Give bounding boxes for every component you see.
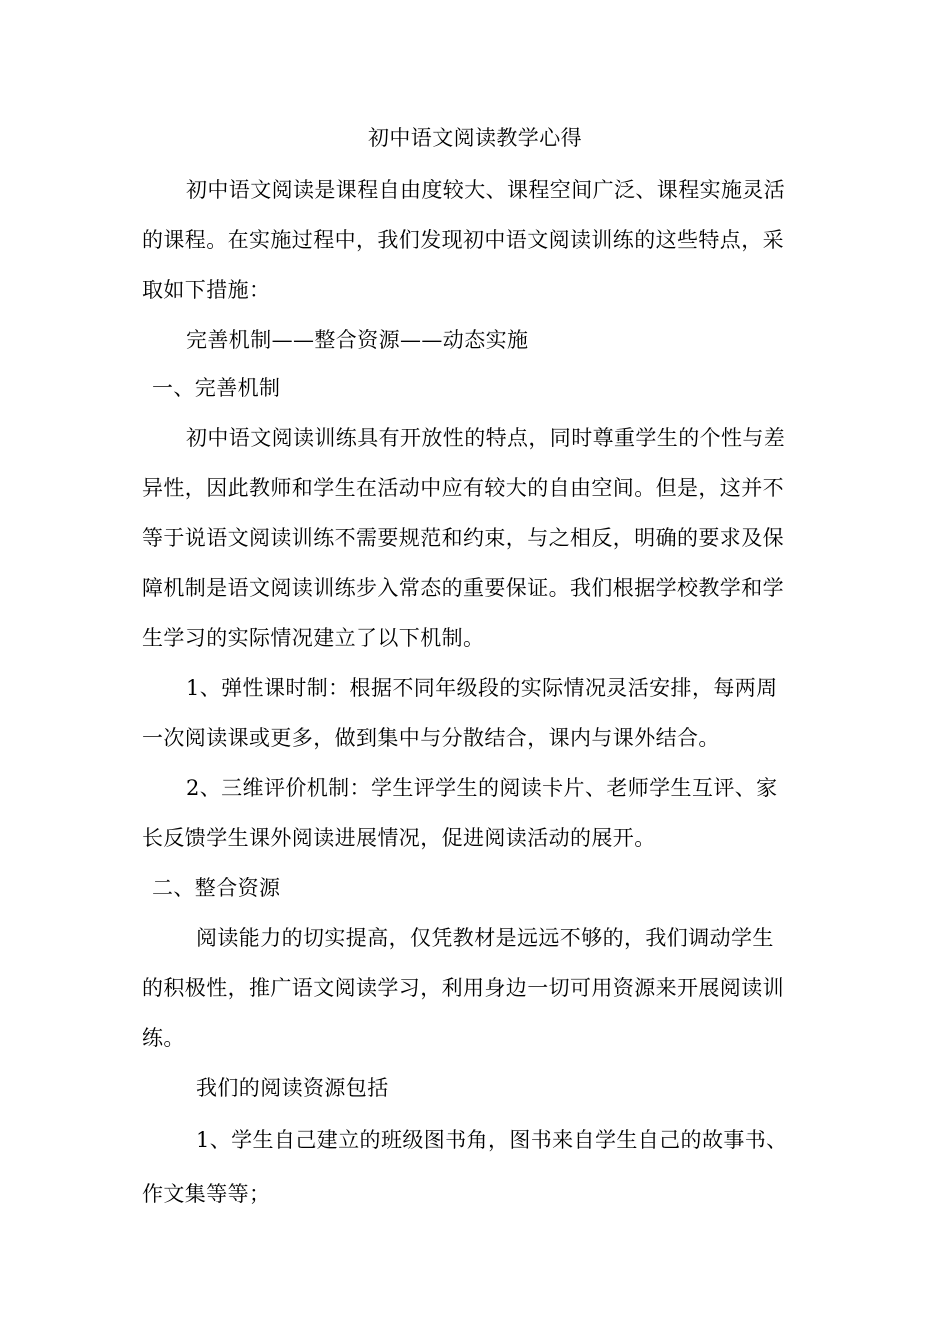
- paragraph-line: 的课程。在实施过程中，我们发现初中语文阅读训练的这些特点，采: [142, 228, 784, 252]
- paragraph-line: 异性，因此教师和学生在活动中应有较大的自由空间。但是，这并不: [142, 476, 784, 500]
- paragraph-line: 初中语文阅读是课程自由度较大、课程空间广泛、课程实施灵活: [186, 178, 786, 202]
- list-item-line: 作文集等等；: [142, 1182, 271, 1206]
- summary-line: 完善机制——整合资源——动态实施: [186, 328, 529, 352]
- paragraph-line: 我们的阅读资源包括: [196, 1076, 389, 1100]
- section-heading: 一、完善机制: [152, 376, 281, 400]
- list-item-line: 长反馈学生课外阅读进展情况，促进阅读活动的展开。: [142, 826, 656, 850]
- document-title: 初中语文阅读教学心得: [368, 126, 582, 150]
- paragraph-line: 等于说语文阅读训练不需要规范和约束，与之相反，明确的要求及保: [142, 526, 784, 550]
- list-item-line: 2、三维评价机制：学生评学生的阅读卡片、老师学生互评、家: [186, 776, 778, 800]
- paragraph-line: 练。: [142, 1026, 185, 1050]
- list-item-line: 1、学生自己建立的班级图书角，图书来自学生自己的故事书、: [196, 1128, 788, 1152]
- paragraph-line: 初中语文阅读训练具有开放性的特点，同时尊重学生的个性与差: [186, 426, 786, 450]
- list-item-line: 1、弹性课时制：根据不同年级段的实际情况灵活安排，每两周: [186, 676, 778, 700]
- paragraph-line: 取如下措施：: [142, 278, 271, 302]
- list-item-line: 一次阅读课或更多，做到集中与分散结合，课内与课外结合。: [142, 726, 720, 750]
- paragraph-line: 生学习的实际情况建立了以下机制。: [142, 626, 485, 650]
- paragraph-line: 障机制是语文阅读训练步入常态的重要保证。我们根据学校教学和学: [142, 576, 784, 600]
- paragraph-line: 的积极性，推广语文阅读学习，利用身边一切可用资源来开展阅读训: [142, 976, 784, 1000]
- section-heading: 二、整合资源: [152, 876, 281, 900]
- paragraph-line: 阅读能力的切实提高，仅凭教材是远远不够的，我们调动学生: [196, 926, 774, 950]
